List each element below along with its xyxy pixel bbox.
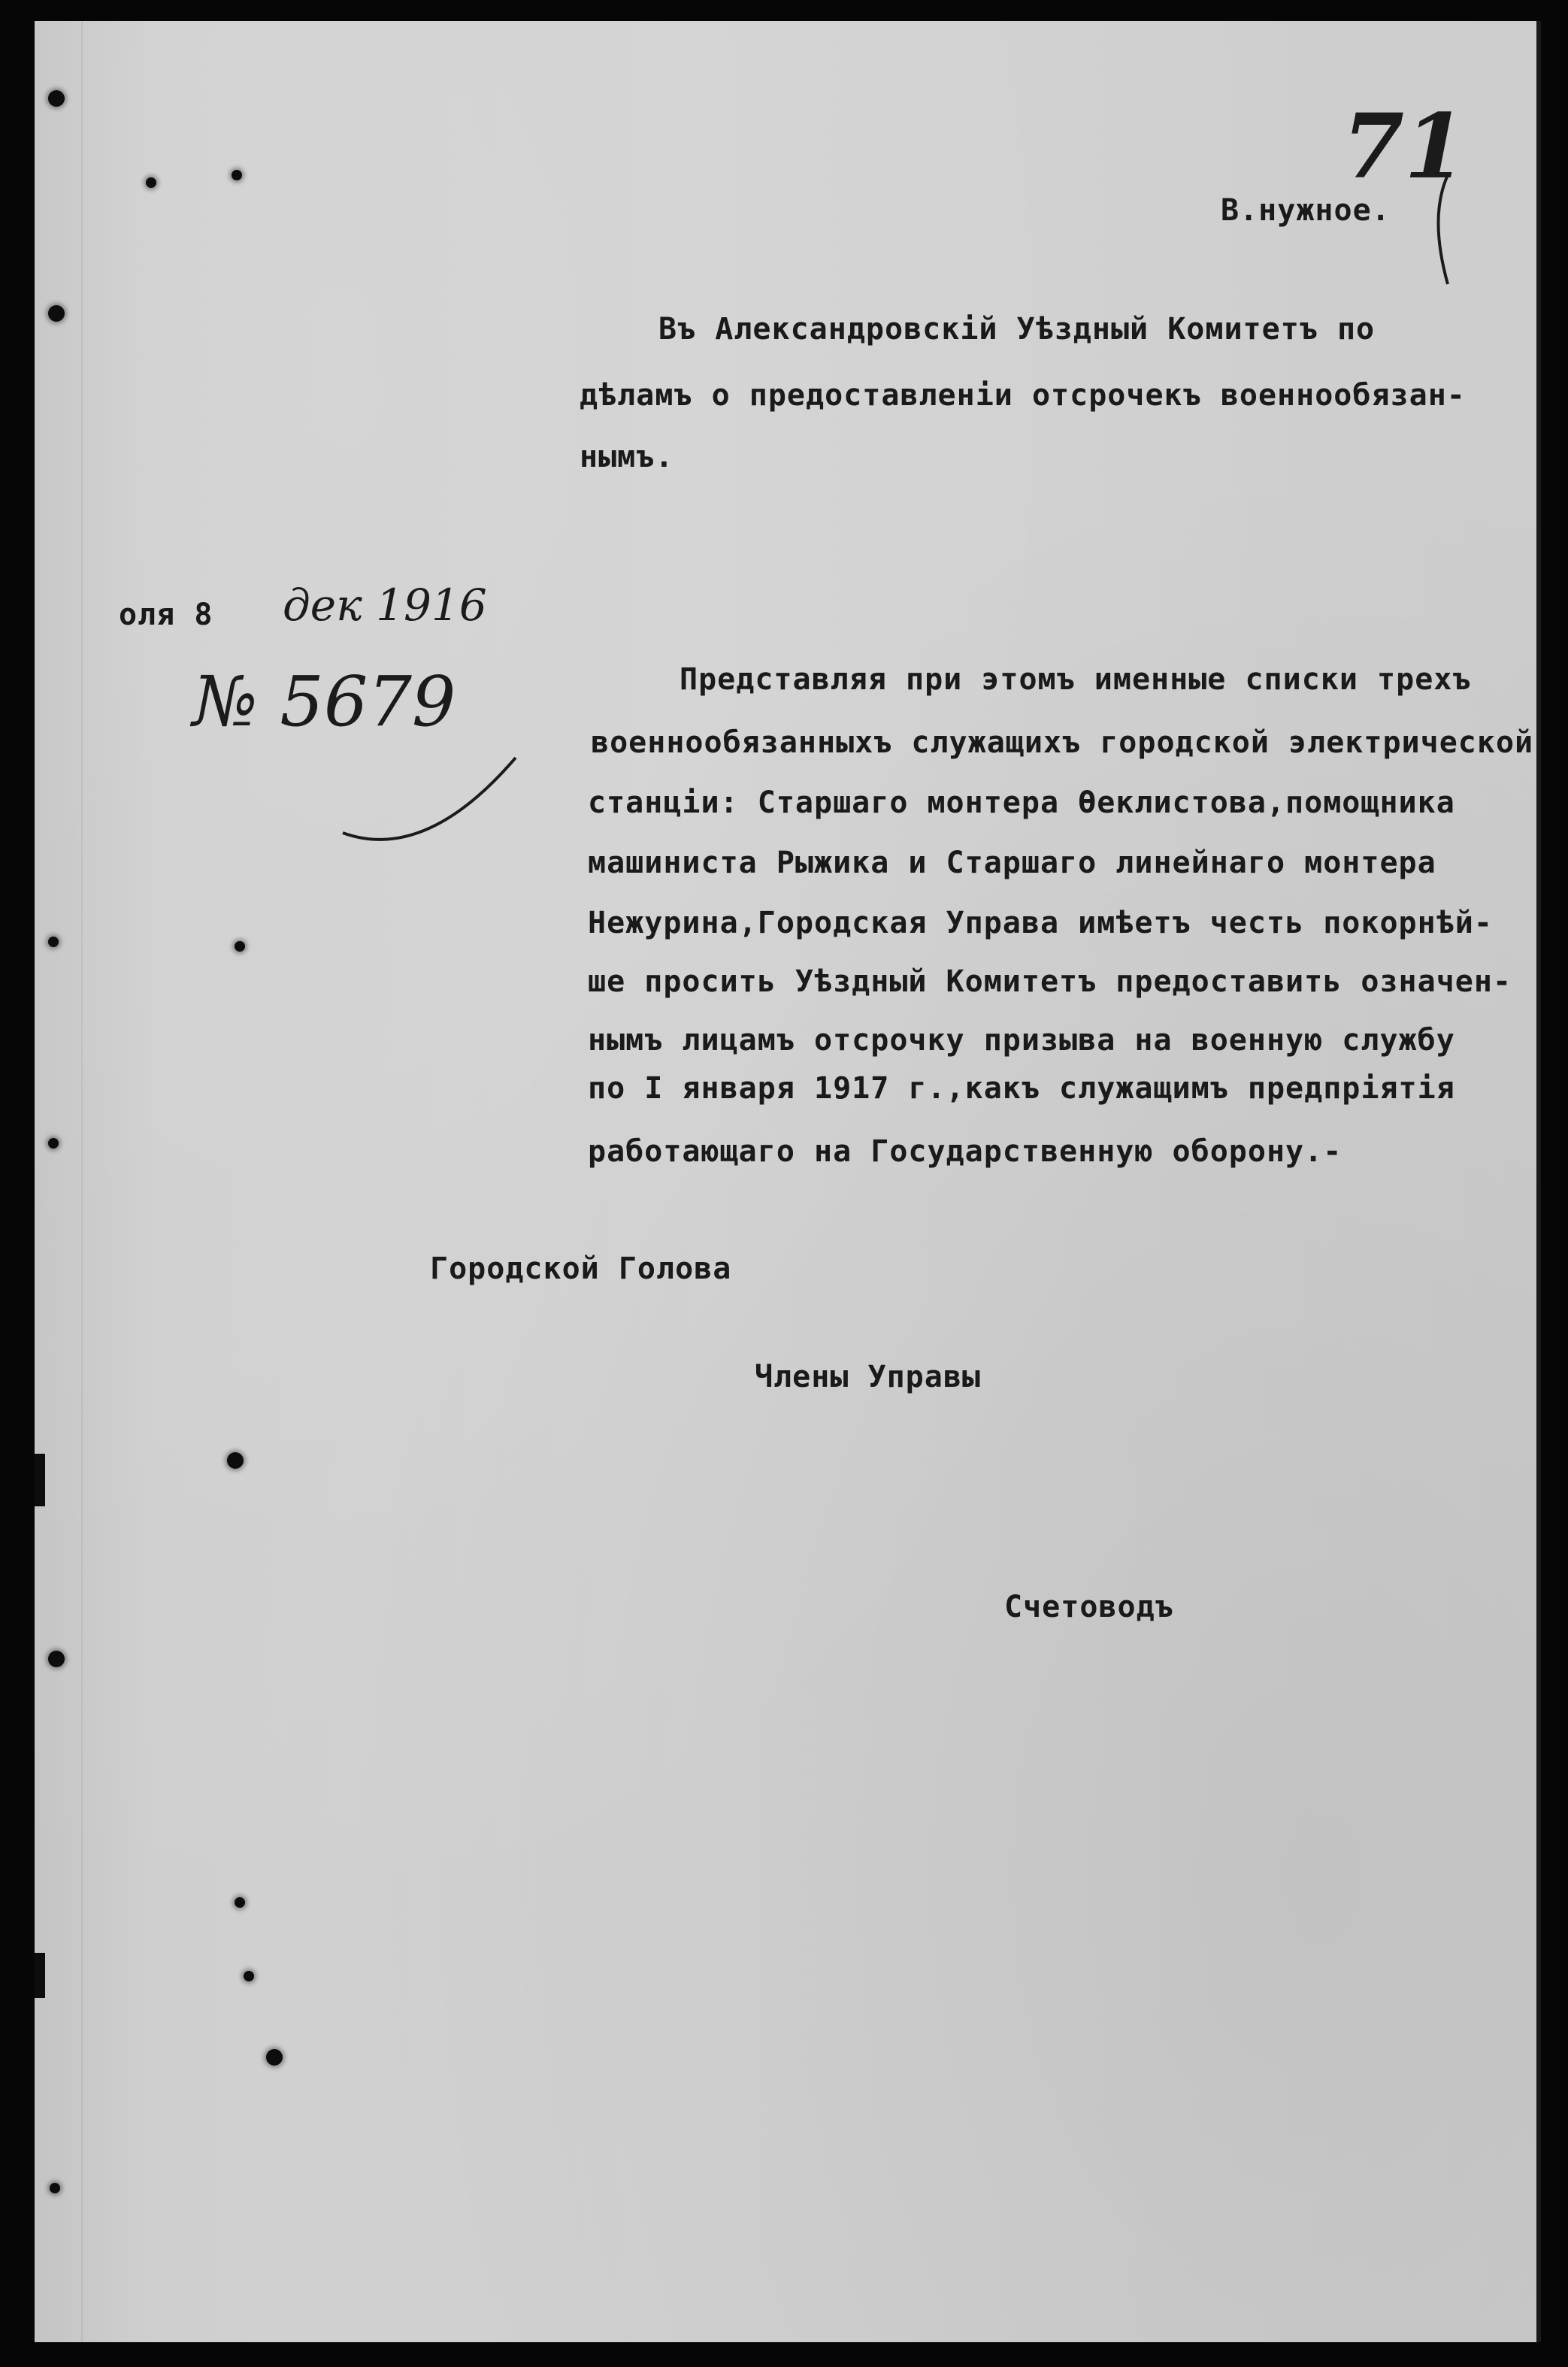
- body-line-8: по I января 1917 г.,какъ служащимъ предпріятія: [588, 1071, 1455, 1106]
- punch-hole: [48, 1651, 65, 1667]
- body-line-6: ше просить Уѣздный Комитетъ предоставить означен-: [588, 964, 1512, 999]
- punch-hole: [266, 2049, 283, 2066]
- outgoing-number: № 5679: [192, 661, 456, 742]
- folio-number: 71: [1342, 94, 1467, 198]
- folio-stroke: [1425, 171, 1455, 292]
- body-line-2: военнообязанныхъ служащихъ городской электрической: [591, 725, 1534, 760]
- punch-hole: [235, 941, 245, 952]
- signature-head: Городской Голова: [430, 1252, 732, 1286]
- left-margin-fold: [81, 21, 83, 2342]
- punch-hole: [235, 1897, 245, 1908]
- signature-members: Члены Управы: [755, 1360, 981, 1394]
- punch-hole: [48, 937, 59, 947]
- edge-tear: [35, 1953, 45, 1998]
- punch-hole: [244, 1971, 254, 1981]
- signature-accountant: Счетоводъ: [1004, 1590, 1174, 1624]
- body-line-7: нымъ лицамъ отсрочку призыва на военную службу: [588, 1023, 1455, 1058]
- date-handwritten: дек 1916: [283, 580, 487, 631]
- body-line-4: машиниста Рыжика и Старшаго линейнаго монтера: [588, 846, 1436, 880]
- punch-hole: [48, 305, 65, 322]
- body-line-5: Нежурина,Городская Управа имѣетъ честь покорнѣй-: [588, 906, 1493, 940]
- punch-hole: [227, 1452, 244, 1469]
- classification-mark: В.нужное.: [1221, 193, 1391, 228]
- body-line-9: работающаго на Государственную оборону.-: [588, 1134, 1342, 1169]
- number-flourish: [335, 743, 531, 863]
- punch-hole: [48, 1138, 59, 1149]
- date-typed: оля 8: [119, 598, 213, 632]
- addressee-line-2: дѣламъ о предоставленіи отсрочекъ военнообязан-: [580, 378, 1466, 413]
- punch-hole: [146, 177, 156, 188]
- addressee-line-3: нымъ.: [580, 440, 674, 474]
- body-line-3: станціи: Старшаго монтера Өеклистова,помощника: [588, 785, 1455, 820]
- punch-hole: [48, 90, 65, 107]
- punch-hole: [232, 170, 242, 180]
- addressee-line-1: Въ Александровскій Уѣздный Комитетъ по: [658, 312, 1376, 347]
- body-line-1: Представляя при этомъ именные списки трехъ: [680, 662, 1472, 697]
- document-page: [35, 21, 1541, 2342]
- edge-tear: [35, 1454, 45, 1506]
- punch-hole: [50, 2183, 60, 2193]
